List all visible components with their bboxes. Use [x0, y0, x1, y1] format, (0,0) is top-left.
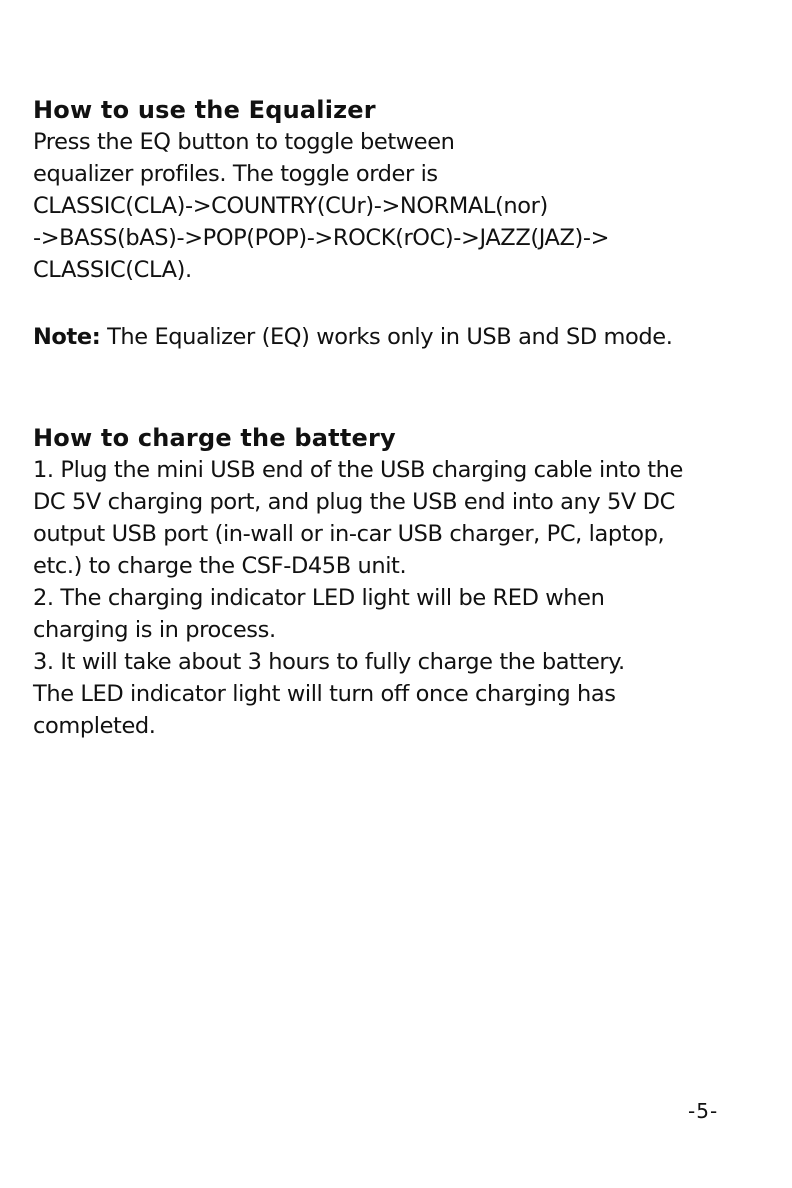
equalizer-line: CLASSIC(CLA). [33, 257, 192, 283]
charging-line: etc.) to charge the CSF-D45B unit. [33, 553, 407, 579]
charging-line: output USB port (in-wall or in-car USB charger, PC, laptop, [33, 521, 665, 547]
equalizer-instructions [33, 126, 753, 286]
charging-instructions [33, 454, 753, 742]
note-label: Note: [33, 324, 101, 350]
equalizer-section [33, 94, 753, 286]
charging-line: 3. It will take about 3 hours to fully charge the battery. [33, 649, 625, 675]
note-paragraph [33, 321, 753, 353]
charging-line: completed. [33, 713, 156, 739]
charging-line: charging is in process. [33, 617, 276, 643]
page-number: -5- [688, 1099, 719, 1123]
equalizer-heading: How to use the Equalizer [33, 96, 376, 124]
charging-line: The LED indicator light will turn off once charging has [33, 681, 616, 707]
charging-section [33, 422, 753, 742]
charging-heading: How to charge the battery [33, 424, 396, 452]
equalizer-line: equalizer profiles. The toggle order is [33, 161, 438, 187]
note-text: The Equalizer (EQ) works only in USB and SD mode. [100, 324, 673, 350]
equalizer-line: Press the EQ button to toggle between [33, 129, 455, 155]
equalizer-line: ->BASS(bAS)->POP(POP)->ROCK(rOC)->JAZZ(JAZ)-> [33, 225, 610, 251]
equalizer-line: CLASSIC(CLA)->COUNTRY(CUr)->NORMAL(nor) [33, 193, 548, 219]
note-section [33, 321, 753, 353]
charging-line: DC 5V charging port, and plug the USB end into any 5V DC [33, 489, 675, 515]
charging-line: 1. Plug the mini USB end of the USB charging cable into the [33, 457, 683, 483]
charging-line: 2. The charging indicator LED light will be RED when [33, 585, 605, 611]
